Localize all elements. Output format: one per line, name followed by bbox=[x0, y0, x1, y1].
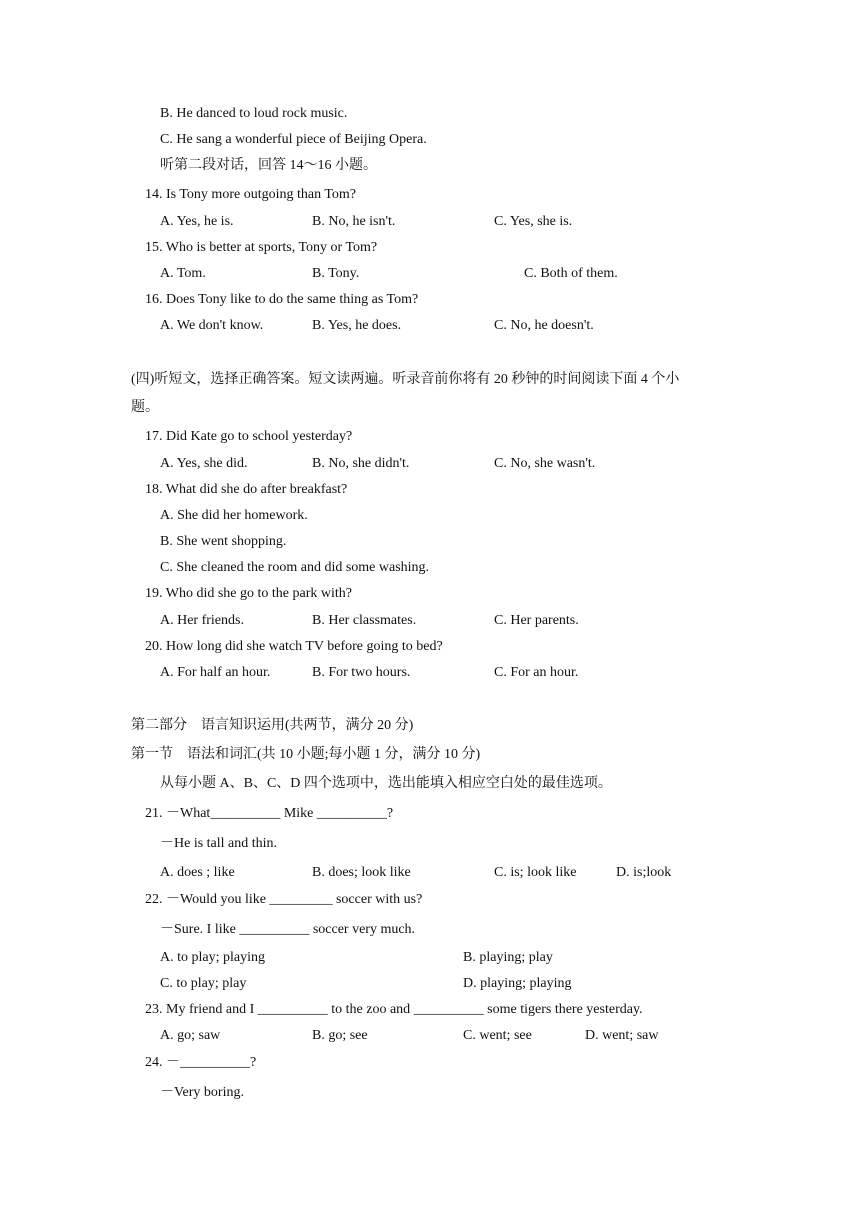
section-one-instruction: 从每小题 A、B、C、D 四个选项中，选出能填入相应空白处的最佳选项。 bbox=[160, 776, 612, 791]
q14-option-c: C. Yes, she is. bbox=[494, 214, 573, 229]
q13-option-b: B. He danced to loud rock music. bbox=[160, 106, 348, 121]
section-one-heading: 第一节 语法和词汇(共 10 小题;每小题 1 分，满分 10 分) bbox=[131, 747, 481, 762]
q18-option-c: C. She cleaned the room and did some washing. bbox=[160, 560, 430, 575]
q17-stem: 17. Did Kate go to school yesterday? bbox=[145, 429, 353, 444]
q16-option-a: A. We don't know. bbox=[160, 318, 264, 333]
q22-reply: －Sure. I like __________ soccer very much. bbox=[160, 922, 416, 937]
q21-option-d: D. is;look bbox=[616, 865, 672, 880]
q18-option-b: B. She went shopping. bbox=[160, 534, 287, 549]
q22-option-b: B. playing; play bbox=[463, 950, 553, 965]
q17-option-c: C. No, she wasn't. bbox=[494, 456, 596, 471]
q17-option-b: B. No, she didn't. bbox=[312, 456, 410, 471]
q23-stem: 23. My friend and I __________ to the zoo and __________ some tigers there yesterday. bbox=[145, 1002, 643, 1017]
q19-stem: 19. Who did she go to the park with? bbox=[145, 586, 352, 601]
q18-stem: 18. What did she do after breakfast? bbox=[145, 482, 348, 497]
q21-option-b: B. does; look like bbox=[312, 865, 411, 880]
q19-option-a: A. Her friends. bbox=[160, 613, 244, 628]
q23-option-a: A. go; saw bbox=[160, 1028, 221, 1043]
q14-option-a: A. Yes, he is. bbox=[160, 214, 234, 229]
part-four-instruction-line2: 题。 bbox=[131, 400, 159, 415]
q15-option-c: C. Both of them. bbox=[524, 266, 618, 281]
q21-reply: －He is tall and thin. bbox=[160, 836, 278, 851]
q15-option-b: B. Tony. bbox=[312, 266, 360, 281]
q23-option-d: D. went; saw bbox=[585, 1028, 659, 1043]
part-four-instruction-line1: (四)听短文，选择正确答案。短文读两遍。听录音前你将有 20 秒钟的时间阅读下面 4 个小 bbox=[131, 372, 680, 387]
q21-stem: 21. －What__________ Mike __________? bbox=[145, 806, 394, 821]
q13-option-c: C. He sang a wonderful piece of Beijing Opera. bbox=[160, 132, 427, 147]
q19-option-b: B. Her classmates. bbox=[312, 613, 417, 628]
q20-option-a: A. For half an hour. bbox=[160, 665, 271, 680]
q16-option-b: B. Yes, he does. bbox=[312, 318, 402, 333]
q19-option-c: C. Her parents. bbox=[494, 613, 579, 628]
q14-stem: 14. Is Tony more outgoing than Tom? bbox=[145, 187, 357, 202]
q20-option-c: C. For an hour. bbox=[494, 665, 579, 680]
q21-option-c: C. is; look like bbox=[494, 865, 577, 880]
q15-stem: 15. Who is better at sports, Tony or Tom? bbox=[145, 240, 378, 255]
q22-stem: 22. －Would you like _________ soccer with us? bbox=[145, 892, 423, 907]
q14-option-b: B. No, he isn't. bbox=[312, 214, 396, 229]
q15-option-a: A. Tom. bbox=[160, 266, 206, 281]
q24-stem: 24. －__________? bbox=[145, 1055, 257, 1070]
part-two-heading: 第二部分 语言知识运用(共两节，满分 20 分) bbox=[131, 718, 414, 733]
q22-option-a: A. to play; playing bbox=[160, 950, 265, 965]
q17-option-a: A. Yes, she did. bbox=[160, 456, 248, 471]
q23-option-c: C. went; see bbox=[463, 1028, 532, 1043]
section-two-dialogue-instruction: 听第二段对话，回答 14～16 小题。 bbox=[160, 158, 377, 173]
q22-option-c: C. to play; play bbox=[160, 976, 247, 991]
q23-option-b: B. go; see bbox=[312, 1028, 368, 1043]
q16-option-c: C. No, he doesn't. bbox=[494, 318, 594, 333]
q21-option-a: A. does ; like bbox=[160, 865, 235, 880]
q20-option-b: B. For two hours. bbox=[312, 665, 411, 680]
q20-stem: 20. How long did she watch TV before going to bed? bbox=[145, 639, 443, 654]
q24-reply: －Very boring. bbox=[160, 1085, 244, 1100]
q18-option-a: A. She did her homework. bbox=[160, 508, 308, 523]
q16-stem: 16. Does Tony like to do the same thing as Tom? bbox=[145, 292, 419, 307]
q22-option-d: D. playing; playing bbox=[463, 976, 572, 991]
